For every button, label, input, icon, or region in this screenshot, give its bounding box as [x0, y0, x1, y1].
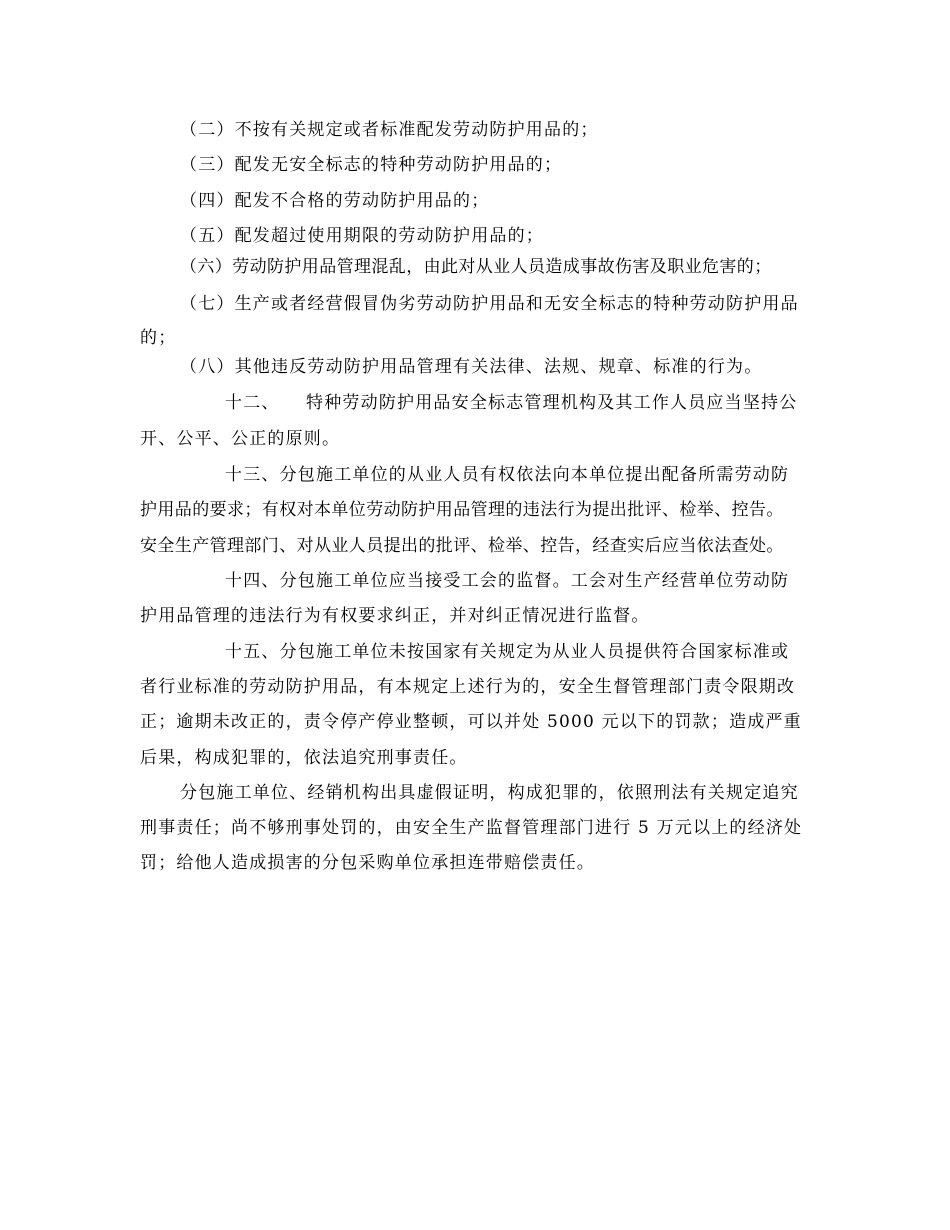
clause-item-7: （七）生产或者经营假冒伪劣劳动防护用品和无安全标志的特种劳动防护用品	[180, 294, 799, 314]
clause-item-5: （五）配发超过使用期限的劳动防护用品的；	[180, 226, 544, 246]
article-13-line-1: 十三、分包施工单位的从业人员有权依法向本单位提出配备所需劳动防	[225, 465, 790, 485]
clause-item-4: （四）配发不合格的劳动防护用品的；	[180, 191, 490, 211]
article-15-line-4: 后果，构成犯罪的，依法追究刑事责任。	[140, 748, 468, 768]
article-14-line-1: 十四、分包施工单位应当接受工会的监督。工会对生产经营单位劳动防	[225, 571, 790, 591]
article-15-line-2: 者行业标准的劳动防护用品，有本规定上述行为的，安全生督管理部门责令限期改	[140, 677, 796, 697]
article-12-line-2: 开、公平、公正的原则。	[140, 429, 341, 449]
liability-paragraph-line-3: 罚；给他人造成损害的分包采购单位承担连带赔偿责任。	[140, 853, 595, 873]
article-14-line-2: 护用品管理的违法行为有权要求纠正，并对纠正情况进行监督。	[140, 606, 650, 626]
liability-paragraph-line-1: 分包施工单位、经销机构出具虚假证明，构成犯罪的，依照刑法有关规定追究	[180, 783, 799, 803]
clause-item-8: （八）其他违反劳动防护用品管理有关法律、法规、规章、标准的行为。	[180, 357, 763, 377]
clause-item-2: （二）不按有关规定或者标准配发劳动防护用品的；	[180, 120, 599, 140]
article-12-line-1: 十二、 特种劳动防护用品安全标志管理机构及其工作人员应当坚持公	[225, 393, 798, 413]
article-15-line-3: 正；逾期未改正的，责令停产停业整顿，可以并处 5000 元以下的罚款；造成严重	[140, 712, 802, 732]
clause-item-7-continued: 的；	[140, 328, 177, 348]
liability-paragraph-line-2: 刑事责任；尚不够刑事处罚的，由安全生产监督管理部门进行 5 万元以上的经济处	[140, 818, 803, 838]
article-15-line-1: 十五、分包施工单位未按国家有关规定为从业人员提供符合国家标准或	[225, 642, 790, 662]
article-13-line-3: 安全生产管理部门、对从业人员提出的批评、检举、控告，经查实后应当依法查处。	[140, 536, 784, 556]
clause-item-3: （三）配发无安全标志的特种劳动防护用品的；	[180, 155, 563, 175]
article-13-line-2: 护用品的要求；有权对本单位劳动防护用品管理的违法行为提出批评、检举、控告。	[140, 500, 784, 520]
clause-item-6: （六）劳动防护用品管理混乱，由此对从业人员造成事故伤害及职业危害的；	[180, 257, 772, 277]
